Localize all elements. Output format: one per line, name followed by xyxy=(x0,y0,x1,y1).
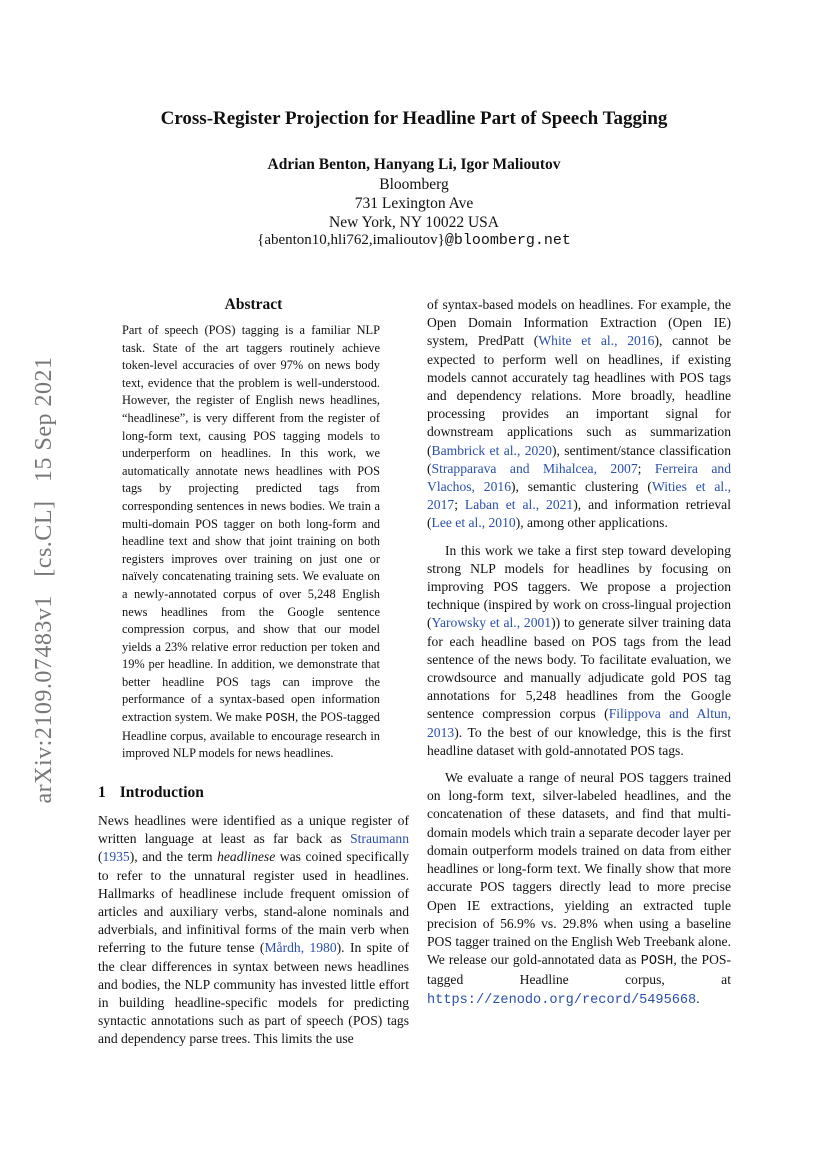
citation-link[interactable]: Strapparava and Mihalcea, 2007 xyxy=(431,460,638,476)
text-run: ). In spite of the clear differences in syntax between news headlines and bodies, the NLP community has invested little effort in building headline-specific models for predicting syntactic annotations such as part of speech (POS) tags and dependency parse trees. This limits the use xyxy=(98,940,409,1047)
paragraph-2 xyxy=(427,542,731,760)
text-run: )) to generate silver training data for each headline based on POS tags from the lead sentence of the news body. To facilitate evaluation, we crowdsource and manually adjudicate gold POS tag annotations for 5,248 headlines from the Google sentence compression corpus ( xyxy=(427,615,731,722)
abstract-part-1: Part of speech (POS) tagging is a familiar NLP task. State of the art taggers routinely achieve token-level accuracies of over 97% on news body text, evidence that the problem is well-understood. However, the register of English news headlines, “headlinese”, is very different from the register of long-form text, causing POS tagging models to underperform on headlines. In this work, we automatically annotate news headlines with POS tags by projecting predicted tags from corresponding sentences in news bodies. We train a multi-domain POS tagger on both long-form and headline text and show that joint training on both registers improves over training on just one or naïvely concatenating training sets. We evaluate on a newly-annotated corpus of over 5,248 English news headlines from the Google sentence compression corpus, and show that our model yields a 23% relative error reduction per token and 19% per headline. In addition, we demonstrate that better headline POS tags can improve the performance of a syntax-based open information extraction system. We make xyxy=(122,323,380,725)
address-line-1: 731 Lexington Ave xyxy=(354,195,474,212)
text-run: was coined specifically to refer to the unnatural register used in headlines. Hallmarks of headlinese include frequent omission of articles and auxiliary verbs, stand-alone nominals and adverbials, and infinitival forms of the main verb when referring to the future tense ( xyxy=(98,849,409,956)
posh-name: POSH xyxy=(265,711,296,726)
text-run: News headlines were identified as a unique register of written language at least as far back as xyxy=(98,813,409,847)
arxiv-date: 15 Sep 2021 xyxy=(31,356,57,483)
intro-paragraph-1 xyxy=(98,812,409,1049)
citation-link[interactable]: Yarowsky et al., 2001 xyxy=(431,615,552,631)
text-run: ; xyxy=(637,460,655,476)
citation-link[interactable]: Ferreira and Vlachos, 2016 xyxy=(427,460,731,495)
posh-name: POSH xyxy=(640,954,674,970)
arxiv-id: arXiv:2109.07483v1 xyxy=(31,595,57,804)
text-run: ). To the best of our knowledge, this is the first headline dataset with gold-annotated POS tags. xyxy=(427,724,731,758)
text-run: ; xyxy=(454,497,465,513)
affiliation: Bloomberg xyxy=(379,176,449,193)
citation-link[interactable]: Laban et al., 2021 xyxy=(464,497,574,513)
section-title: Introduction xyxy=(119,784,204,801)
paragraph-continued xyxy=(427,296,731,533)
text-run: ), sentiment/stance classification ( xyxy=(427,442,731,476)
citation-link[interactable]: 1935 xyxy=(102,849,130,865)
text-run: , the POS-tagged Headline corpus, at xyxy=(427,952,731,988)
italic-term: headlinese xyxy=(217,849,276,865)
citation-link[interactable]: Bambrick et al., 2020 xyxy=(431,442,552,458)
abstract-heading: Abstract xyxy=(224,296,283,313)
arxiv-stamp xyxy=(31,320,57,840)
dataset-url-link[interactable]: https://zenodo.org/record/5495668 xyxy=(427,992,697,1008)
citation-link[interactable]: Lee et al., 2010 xyxy=(431,515,516,531)
email-domain: @bloomberg.net xyxy=(444,232,571,249)
text-run: . xyxy=(696,990,700,1006)
citation-link[interactable]: Mårdh, 1980 xyxy=(264,940,337,956)
section-heading-introduction xyxy=(98,784,204,802)
email-prefix: {abenton10,hli762,imalioutov} xyxy=(257,232,445,248)
text-run: ( xyxy=(98,849,103,865)
author-list: Adrian Benton, Hanyang Li, Igor Malioutov xyxy=(267,156,561,173)
text-run: ), and the term xyxy=(129,849,218,865)
arxiv-category: [cs.CL] xyxy=(31,500,57,577)
text-run: ), among other applications. xyxy=(515,515,668,531)
author-emails[interactable] xyxy=(0,232,828,249)
citation-link[interactable]: Straumann xyxy=(350,831,409,847)
text-run: of syntax-based models on headlines. For example, the Open Domain Information Extraction (Open IE) system, PredPatt ( xyxy=(427,297,731,349)
text-run: We evaluate a range of neural POS taggers trained on long-form text, silver-labeled headlines, and the concatenation of these datasets, and find that multi-domain models which train a separate decoder layer per domain outperform models trained on data from either headlines or long-form text. We finally show that more accurate POS taggers directly lead to more precise Open IE extractions, yielding an extracted tuple precision of 56.9% vs. 29.8% when using a baseline POS tagger trained on the English Web Treebank alone. We release our gold-annotated data as xyxy=(427,770,731,968)
paragraph-3 xyxy=(427,769,731,1010)
address-line-2: New York, NY 10022 USA xyxy=(329,214,499,231)
text-run: ), cannot be expected to perform well on headlines, if existing models cannot accurately tag headlines with POS tags and dependency relations. More broadly, headline processing provides an important signal for downstream applications such as summarization ( xyxy=(427,333,731,458)
citation-link[interactable]: Wities et al., 2017 xyxy=(427,479,732,513)
text-run: ), semantic clustering ( xyxy=(511,479,652,495)
abstract-part-2: , the POS-tagged Headline corpus, available to encourage research in improved NLP models for news headlines. xyxy=(122,710,380,761)
right-column xyxy=(427,296,731,1019)
citation-link[interactable]: Filippova and Altun, 2013 xyxy=(427,706,731,740)
text-run: In this work we take a first step toward developing strong NLP models for headlines by focusing on improving POS taggers. We propose a projection technique (inspired by work on cross-lingual projection ( xyxy=(427,542,731,631)
citation-link[interactable]: White et al., 2016 xyxy=(538,333,655,349)
paper-title: Cross-Register Projection for Headline Part of Speech Tagging xyxy=(160,108,668,129)
text-run: ), and information retrieval ( xyxy=(427,497,731,531)
abstract-text xyxy=(122,322,380,763)
section-number: 1 xyxy=(98,784,106,801)
